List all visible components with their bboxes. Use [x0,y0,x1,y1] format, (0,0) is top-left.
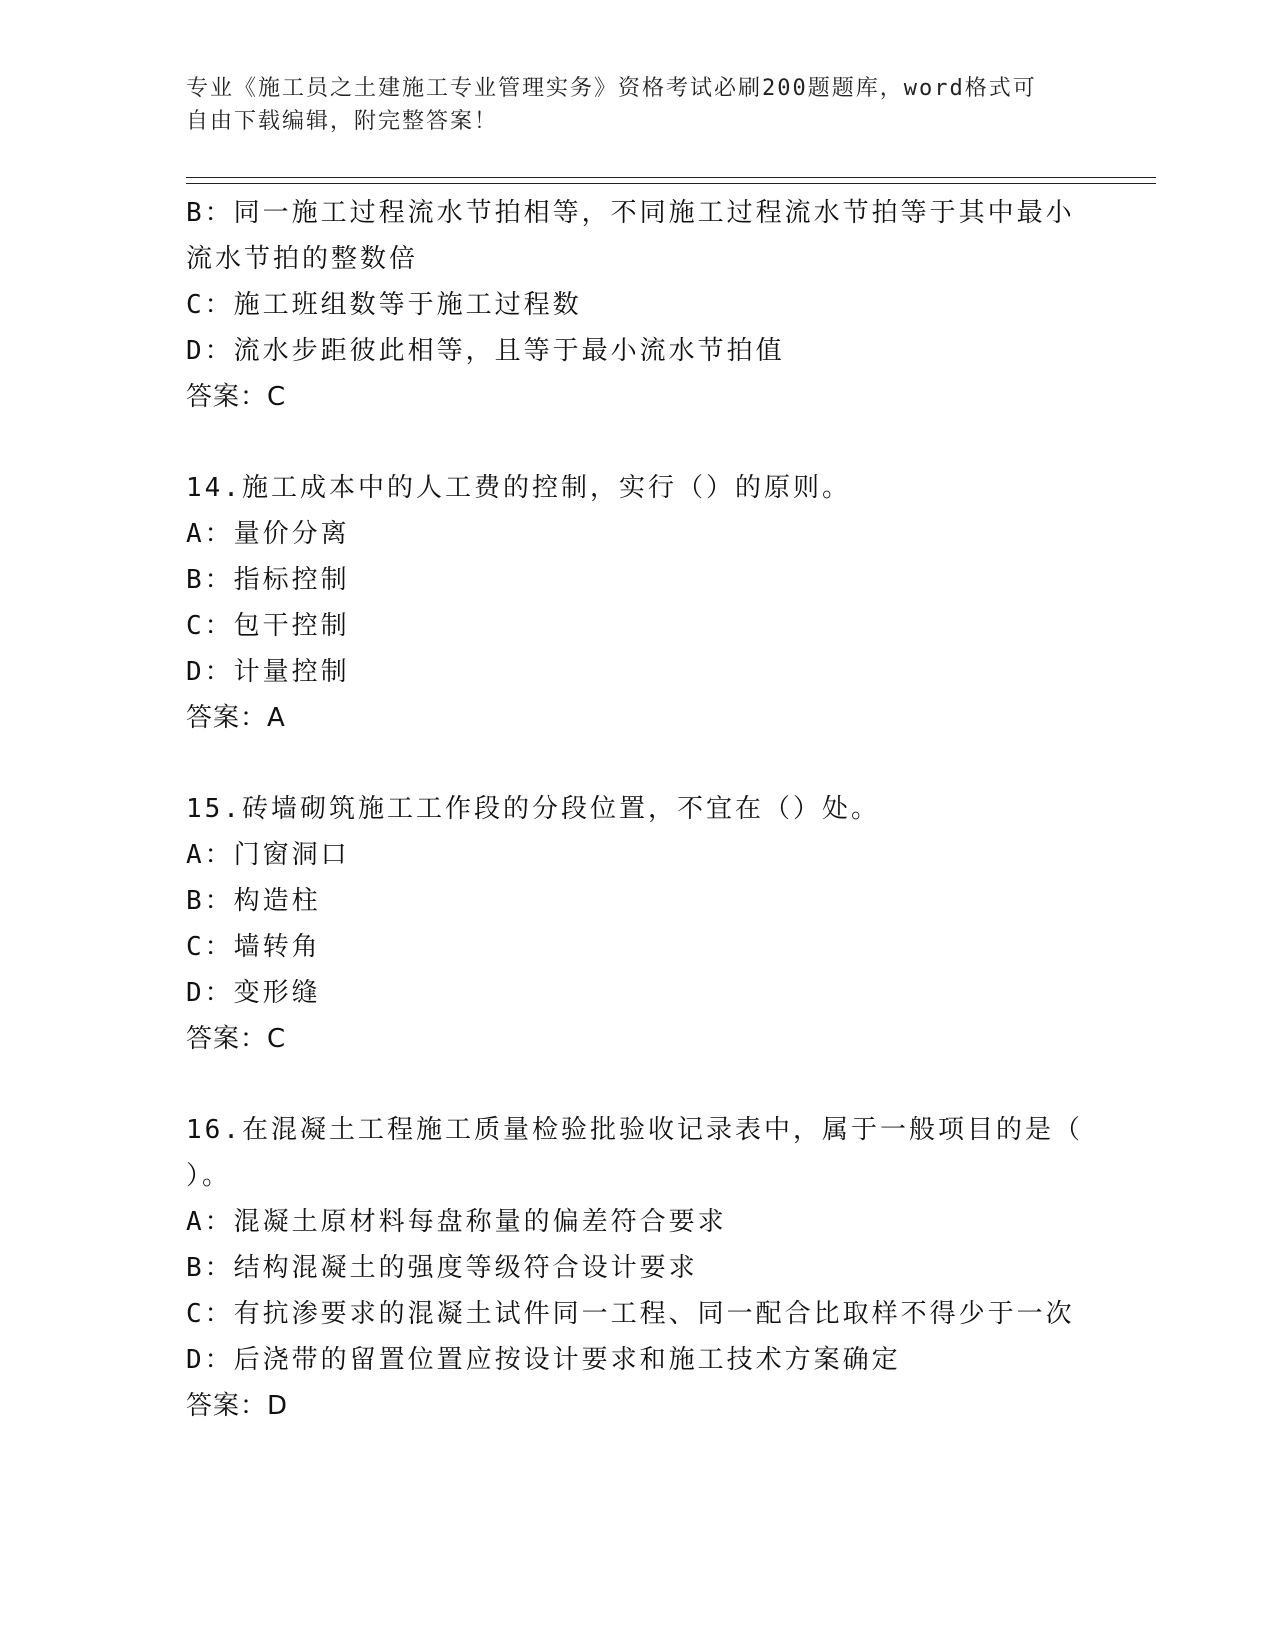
spacer [186,741,1146,786]
option-b: B：构造柱 [186,886,321,916]
option-a: A：混凝土原材料每盘称量的偏差符合要求 [186,1207,727,1237]
option-d: D：变形缝 [186,978,321,1008]
option-d: D：计量控制 [186,657,350,687]
question-13-continuation [186,190,1146,420]
header-divider-top [186,177,1156,178]
question-stem: 15.砖墙砌筑施工工作段的分段位置，不宜在（）处。 [186,794,880,824]
question-stem-line-1: 16.在混凝土工程施工质量检验批验收记录表中，属于一般项目的是（ [186,1115,1083,1145]
header-divider-bottom [186,183,1156,184]
option-c: C：有抗渗要求的混凝土试件同一工程、同一配合比取样不得少于一次 [186,1299,1075,1329]
question-stem: 14.施工成本中的人工费的控制，实行（）的原则。 [186,473,851,503]
option-b: B：指标控制 [186,565,350,595]
header-title-line-1: 专业《施工员之土建施工专业管理实务》资格考试必刷200题题库，word格式可 [186,76,1037,101]
header-title-line-2: 自由下载编辑，附完整答案！ [186,109,499,134]
option-c: C：包干控制 [186,611,350,641]
answer: 答案：C [186,1024,287,1054]
option-b-line-2: 流水节拍的整数倍 [186,244,419,274]
option-b: B：结构混凝土的强度等级符合设计要求 [186,1253,698,1283]
answer: 答案：A [186,703,286,733]
question-15 [186,786,1146,1062]
option-a: A：门窗洞口 [186,840,350,870]
document-header [186,72,1066,138]
option-a: A：量价分离 [186,519,350,549]
option-b-line-1: B：同一施工过程流水节拍相等，不同施工过程流水节拍等于其中最小 [186,198,1075,228]
option-d: D：后浇带的留置位置应按设计要求和施工技术方案确定 [186,1345,901,1375]
answer: 答案：D [186,1391,289,1421]
option-d: D：流水步距彼此相等，且等于最小流水节拍值 [186,336,785,366]
option-c: C：墙转角 [186,932,321,962]
answer: 答案：C [186,382,287,412]
question-14 [186,465,1146,741]
spacer [186,1062,1146,1107]
question-list [186,190,1146,1429]
option-c: C：施工班组数等于施工过程数 [186,290,582,320]
question-stem-line-2: ）。 [186,1161,232,1191]
question-16 [186,1107,1146,1429]
spacer [186,420,1146,465]
